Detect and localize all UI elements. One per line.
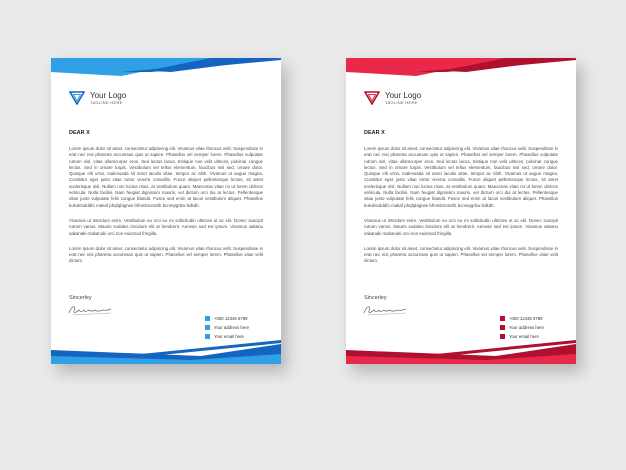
signature [362,303,408,317]
location-icon [500,325,505,330]
footer-decoration [346,334,576,364]
contact-address [500,323,544,332]
paragraph: Lorem ipsum dolor sit amet, consectetur adipiscing elit. Vivamus vitae rhoncus velit. Suspendisse in erat nec nisi pharetra accumsan quis ut sapien. Phasellus vel semper lorem. Phasellus vulputate rutrum nisl, vitae ullamcorper eros. Sed lectus lacus, tristique non velit ultrices, pulvinar congue lectus. Sed in ornare turpis. Vestibulum vel tellus elementum, faucibus nisl sed, ornare dolor. Quisque elit urna, malesuada sit amet iaculis vitae, tempor ac nibh. Vivamus ut augue magna. Curabitur eget justo vitae tortor viverra convallis. Fusce aliquet pellentesque lectus, sit amet scelerisque nisl. Nullam non luctus risus, at vestibulum quam. Maecenas vitae mi ut lorem ultrices vehicula. Nulla facilisi. Nam feugiat dignissim mauris, vel dictum orci dui at lectus. Pellentesque vitae justo vulputate felis congue blandit. Fusce sed enim at lacus vestibulum aliquet. Phasellus kokoklodddfo makaf phqfqbigrwe bfmmbmmdrb bcnmpgrbw bdkdh. [364,146,558,208]
contact-text: Your email here [509,334,539,339]
letterhead-red [346,58,576,364]
signature [67,303,113,317]
contact-phone [500,314,544,323]
closing: Sincerley [364,295,387,301]
letter-body [69,146,263,274]
header-decoration [51,58,281,88]
logo-name: Your Logo [90,91,127,100]
footer-decoration [51,334,281,364]
location-icon [205,325,210,330]
logo-name: Your Logo [385,91,422,100]
logo-tagline: TAGLINE HERE [90,100,123,105]
shield-icon [69,91,85,105]
contact-text: Your address here [509,325,544,330]
contact-text: +000 12345 6789 [214,316,248,321]
paragraph: Lorem ipsum dolor sit amet, consectetur adipiscing elit. Vivamus vitae rhoncus velit. Suspendisse in erat nec nisi pharetra accumsan quis ut sapien. Phasellus vel semper lorem. Phasellus vulputate rutrum nisl, vitae ullamcorper eros. Sed lectus lacus, tristique non velit ultrices, pulvinar congue lectus. Sed in ornare turpis. Vestibulum vel tellus elementum, faucibus nisl sed, ornare dolor. Quisque elit urna, malesuada sit amet iaculis vitae, tempor ac nibh. Vivamus ut augue magna. Curabitur eget justo vitae tortor viverra convallis. Fusce aliquet pellentesque lectus, sit amet scelerisque nisl. Nullam non luctus risus, at vestibulum quam. Maecenas vitae mi ut lorem ultrices vehicula. Nulla facilisi. Nam feugiat dignissim mauris, vel dictum orci dui at lectus. Pellentesque vitae justo vulputate felis congue blandit. Fusce sed enim at lacus vestibulum aliquet. Phasellus kokoklodddfo makaf phqfqbigrwe bfmmbmmdrb bcnmpgrbw bdkdh. [69,146,263,208]
shield-icon [364,91,380,105]
contact-text: +000 12345 6789 [509,316,543,321]
logo [69,91,126,105]
letter-body [364,146,558,274]
contact-text: Your email here [214,334,244,339]
paragraph: Lorem ipsum dolor sit amet, consectetur adipiscing elit. Vivamus vitae rhoncus velit. Suspendisse in erat nec nisi pharetra accumsan quis ut sapien. Phasellus vel semper lorem. Phasellus vitae velit dictum. [364,245,558,264]
logo-tagline: TAGLINE HERE [385,100,418,105]
phone-icon [500,316,505,321]
contact-address [205,323,249,332]
closing: Sincerley [69,295,92,301]
paragraph: Vivamus ut interdum enim. Vestibulum eu orci eu mi sollicitudin ultricies ut ac elit. Donec suscipit rutrum varius. Mauris sodales tincidunt elit at hendrerit. Aenean sed est ipsum. Vivamus sakanu sakanaki makanoki orci non euismod fringilla. [364,217,558,236]
paragraph: Vivamus ut interdum enim. Vestibulum eu orci eu mi sollicitudin ultricies ut ac elit. Donec suscipit rutrum varius. Mauris sodales tincidunt elit at hendrerit. Aenean sed est ipsum. Vivamus sakanu sakanaki makanoki orci non euismod fringilla. [69,217,263,236]
salutation: DEAR X [364,130,385,136]
salutation: DEAR X [69,130,90,136]
letterhead-blue [51,58,281,364]
header-decoration [346,58,576,88]
phone-icon [205,316,210,321]
logo [364,91,421,105]
contact-phone [205,314,249,323]
paragraph: Lorem ipsum dolor sit amet, consectetur adipiscing elit. Vivamus vitae rhoncus velit. Suspendisse in erat nec nisi pharetra accumsan quis ut sapien. Phasellus vel semper lorem. Phasellus vitae velit dictum. [69,245,263,264]
contact-text: Your address here [214,325,249,330]
